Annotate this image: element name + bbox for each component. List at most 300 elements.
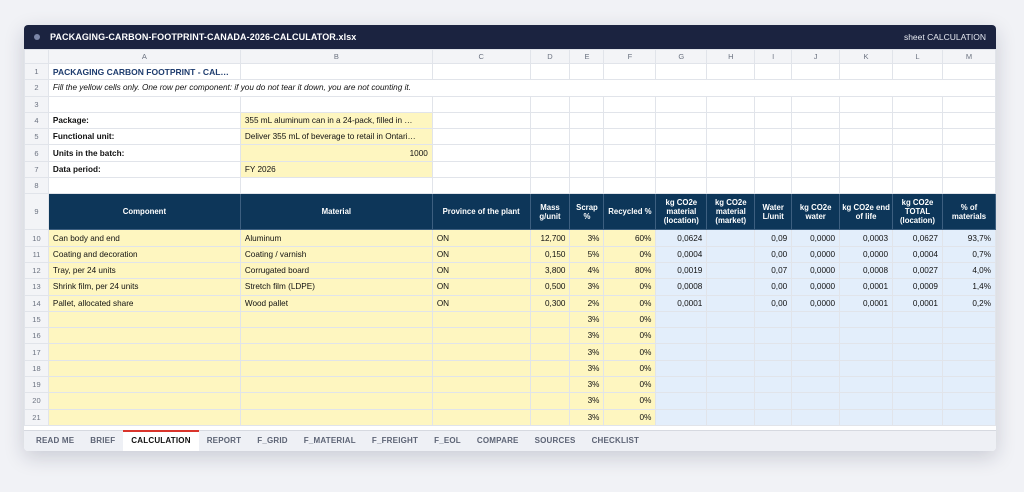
kg-material-location-cell[interactable]: [656, 328, 707, 344]
material-cell[interactable]: Coating / varnish: [240, 246, 432, 262]
kg-material-market-cell[interactable]: [707, 279, 755, 295]
material-cell[interactable]: [240, 328, 432, 344]
kg-total-cell[interactable]: [893, 344, 943, 360]
material-cell[interactable]: [240, 344, 432, 360]
province-cell[interactable]: [432, 311, 530, 327]
cell[interactable]: [570, 64, 604, 80]
kg-material-market-cell[interactable]: [707, 393, 755, 409]
kg-material-location-cell[interactable]: [656, 409, 707, 425]
kg-material-location-cell[interactable]: 0,0624: [656, 230, 707, 246]
cell[interactable]: [604, 64, 656, 80]
pct-materials-cell[interactable]: 0,2%: [942, 295, 995, 311]
scrap-cell[interactable]: 5%: [570, 246, 604, 262]
kg-water-cell[interactable]: 0,0000: [792, 230, 840, 246]
component-cell[interactable]: Coating and decoration: [48, 246, 240, 262]
cell[interactable]: [792, 112, 840, 128]
corner-cell[interactable]: [25, 50, 49, 64]
cell[interactable]: [942, 178, 995, 194]
component-cell[interactable]: [48, 344, 240, 360]
sheet-tab-sources[interactable]: SOURCES: [534, 436, 576, 445]
scrap-cell[interactable]: 3%: [570, 360, 604, 376]
water-cell[interactable]: [755, 393, 792, 409]
pct-materials-cell[interactable]: [942, 377, 995, 393]
column-header[interactable]: C: [432, 50, 530, 64]
header-province[interactable]: Province of the plant: [432, 194, 530, 230]
pct-materials-cell[interactable]: [942, 360, 995, 376]
material-cell[interactable]: Corrugated board: [240, 262, 432, 278]
water-cell[interactable]: [755, 311, 792, 327]
kg-total-cell[interactable]: [893, 328, 943, 344]
component-cell[interactable]: Can body and end: [48, 230, 240, 246]
province-cell[interactable]: ON: [432, 279, 530, 295]
column-header[interactable]: F: [604, 50, 656, 64]
data-period-label[interactable]: Data period:: [48, 161, 240, 177]
kg-eol-cell[interactable]: 0,0001: [840, 295, 893, 311]
cell[interactable]: [755, 64, 792, 80]
kg-material-market-cell[interactable]: [707, 246, 755, 262]
mass-cell[interactable]: [530, 377, 570, 393]
pct-materials-cell[interactable]: [942, 311, 995, 327]
kg-eol-cell[interactable]: 0,0008: [840, 262, 893, 278]
cell[interactable]: [604, 112, 656, 128]
row-number[interactable]: 7: [25, 161, 49, 177]
cell[interactable]: [48, 178, 240, 194]
row-number[interactable]: 9: [25, 194, 49, 230]
sheet-tab-f-eol[interactable]: F_EOL: [434, 436, 461, 445]
row-number[interactable]: 8: [25, 178, 49, 194]
sheet-tab-brief[interactable]: BRIEF: [90, 436, 116, 445]
water-cell[interactable]: 0,00: [755, 246, 792, 262]
column-header[interactable]: L: [893, 50, 943, 64]
component-cell[interactable]: Pallet, allocated share: [48, 295, 240, 311]
column-header[interactable]: E: [570, 50, 604, 64]
cell[interactable]: [570, 145, 604, 161]
package-input[interactable]: 355 mL aluminum can in a 24-pack, filled in …: [240, 112, 432, 128]
kg-material-location-cell[interactable]: [656, 344, 707, 360]
pct-materials-cell[interactable]: 4,0%: [942, 262, 995, 278]
mass-cell[interactable]: [530, 328, 570, 344]
pct-materials-cell[interactable]: 93,7%: [942, 230, 995, 246]
province-cell[interactable]: ON: [432, 230, 530, 246]
cell[interactable]: [942, 112, 995, 128]
scrap-cell[interactable]: 3%: [570, 409, 604, 425]
province-cell[interactable]: [432, 328, 530, 344]
cell[interactable]: [604, 161, 656, 177]
header-mass[interactable]: Mass g/unit: [530, 194, 570, 230]
kg-water-cell[interactable]: 0,0000: [792, 246, 840, 262]
kg-eol-cell[interactable]: [840, 360, 893, 376]
pct-materials-cell[interactable]: 0,7%: [942, 246, 995, 262]
units-in-batch-input[interactable]: 1000: [240, 145, 432, 161]
cell[interactable]: [755, 178, 792, 194]
pct-materials-cell[interactable]: [942, 409, 995, 425]
kg-total-cell[interactable]: 0,0627: [893, 230, 943, 246]
component-cell[interactable]: [48, 409, 240, 425]
kg-material-market-cell[interactable]: [707, 344, 755, 360]
recycled-cell[interactable]: 80%: [604, 262, 656, 278]
component-cell[interactable]: [48, 311, 240, 327]
sheet-tab-calculation[interactable]: CALCULATION: [123, 430, 198, 451]
column-header[interactable]: D: [530, 50, 570, 64]
row-number[interactable]: 1: [25, 64, 49, 80]
row-number[interactable]: 15: [25, 311, 49, 327]
row-number[interactable]: 6: [25, 145, 49, 161]
cell[interactable]: [755, 112, 792, 128]
material-cell[interactable]: [240, 311, 432, 327]
cell[interactable]: [656, 64, 707, 80]
cell[interactable]: [656, 129, 707, 145]
mass-cell[interactable]: [530, 344, 570, 360]
kg-material-market-cell[interactable]: [707, 409, 755, 425]
cell[interactable]: [792, 145, 840, 161]
cell[interactable]: [656, 161, 707, 177]
mass-cell[interactable]: [530, 409, 570, 425]
cell[interactable]: [530, 64, 570, 80]
province-cell[interactable]: ON: [432, 295, 530, 311]
cell[interactable]: [893, 161, 943, 177]
material-cell[interactable]: [240, 377, 432, 393]
row-number[interactable]: 4: [25, 112, 49, 128]
cell[interactable]: [755, 161, 792, 177]
scrap-cell[interactable]: 3%: [570, 279, 604, 295]
functional-unit-label[interactable]: Functional unit:: [48, 129, 240, 145]
kg-total-cell[interactable]: 0,0009: [893, 279, 943, 295]
cell[interactable]: [432, 112, 530, 128]
scrap-cell[interactable]: 3%: [570, 230, 604, 246]
cell[interactable]: [755, 96, 792, 112]
kg-material-location-cell[interactable]: [656, 360, 707, 376]
component-cell[interactable]: [48, 377, 240, 393]
column-header[interactable]: J: [792, 50, 840, 64]
kg-material-market-cell[interactable]: [707, 377, 755, 393]
cell[interactable]: [893, 96, 943, 112]
sheet-tab-compare[interactable]: COMPARE: [476, 436, 519, 445]
sheet-tab-report[interactable]: REPORT: [206, 436, 242, 445]
cell[interactable]: [432, 96, 530, 112]
header-component[interactable]: Component: [48, 194, 240, 230]
sheet-tab-f-material[interactable]: F_MATERIAL: [303, 436, 356, 445]
kg-material-market-cell[interactable]: [707, 328, 755, 344]
kg-material-location-cell[interactable]: [656, 377, 707, 393]
component-cell[interactable]: [48, 393, 240, 409]
cell[interactable]: [570, 112, 604, 128]
water-cell[interactable]: [755, 344, 792, 360]
cell[interactable]: [432, 64, 530, 80]
cell[interactable]: [240, 64, 432, 80]
cell[interactable]: [707, 161, 755, 177]
cell[interactable]: [570, 161, 604, 177]
cell[interactable]: [893, 64, 943, 80]
kg-material-location-cell[interactable]: [656, 393, 707, 409]
cell[interactable]: [604, 129, 656, 145]
kg-total-cell[interactable]: [893, 409, 943, 425]
pct-materials-cell[interactable]: [942, 393, 995, 409]
row-number[interactable]: 16: [25, 328, 49, 344]
cell[interactable]: [707, 96, 755, 112]
header-scrap[interactable]: Scrap %: [570, 194, 604, 230]
mass-cell[interactable]: 0,150: [530, 246, 570, 262]
material-cell[interactable]: [240, 409, 432, 425]
water-cell[interactable]: [755, 377, 792, 393]
scrap-cell[interactable]: 2%: [570, 295, 604, 311]
kg-total-cell[interactable]: 0,0001: [893, 295, 943, 311]
column-header[interactable]: H: [707, 50, 755, 64]
mass-cell[interactable]: 12,700: [530, 230, 570, 246]
recycled-cell[interactable]: 0%: [604, 246, 656, 262]
cell[interactable]: [656, 96, 707, 112]
header-kg-eol[interactable]: kg CO2e end of life: [840, 194, 893, 230]
province-cell[interactable]: ON: [432, 246, 530, 262]
cell[interactable]: [604, 178, 656, 194]
kg-water-cell[interactable]: [792, 328, 840, 344]
kg-eol-cell[interactable]: [840, 393, 893, 409]
mass-cell[interactable]: 3,800: [530, 262, 570, 278]
kg-material-market-cell[interactable]: [707, 311, 755, 327]
province-cell[interactable]: ON: [432, 262, 530, 278]
column-header[interactable]: B: [240, 50, 432, 64]
material-cell[interactable]: [240, 393, 432, 409]
pct-materials-cell[interactable]: [942, 328, 995, 344]
recycled-cell[interactable]: 0%: [604, 279, 656, 295]
province-cell[interactable]: [432, 393, 530, 409]
material-cell[interactable]: Stretch film (LDPE): [240, 279, 432, 295]
cell[interactable]: [893, 145, 943, 161]
sheet-tab-read-me[interactable]: READ ME: [36, 436, 75, 445]
kg-eol-cell[interactable]: 0,0000: [840, 246, 893, 262]
cell[interactable]: [942, 161, 995, 177]
cell[interactable]: [656, 112, 707, 128]
cell[interactable]: [707, 112, 755, 128]
cell[interactable]: [530, 96, 570, 112]
cell[interactable]: [530, 112, 570, 128]
cell[interactable]: [604, 96, 656, 112]
scrap-cell[interactable]: 3%: [570, 344, 604, 360]
cell[interactable]: [755, 129, 792, 145]
cell[interactable]: [48, 96, 240, 112]
water-cell[interactable]: 0,00: [755, 295, 792, 311]
row-number[interactable]: 10: [25, 230, 49, 246]
kg-water-cell[interactable]: [792, 377, 840, 393]
kg-material-location-cell[interactable]: [656, 311, 707, 327]
cell[interactable]: [432, 145, 530, 161]
cell[interactable]: [432, 129, 530, 145]
mass-cell[interactable]: [530, 311, 570, 327]
water-cell[interactable]: 0,07: [755, 262, 792, 278]
cell[interactable]: [707, 178, 755, 194]
kg-eol-cell[interactable]: 0,0003: [840, 230, 893, 246]
cell[interactable]: [240, 96, 432, 112]
scrap-cell[interactable]: 3%: [570, 328, 604, 344]
cell[interactable]: [707, 145, 755, 161]
cell[interactable]: [530, 145, 570, 161]
kg-material-location-cell[interactable]: 0,0008: [656, 279, 707, 295]
cell[interactable]: [792, 96, 840, 112]
header-pct-materials[interactable]: % of materials: [942, 194, 995, 230]
kg-material-location-cell[interactable]: 0,0004: [656, 246, 707, 262]
kg-eol-cell[interactable]: [840, 311, 893, 327]
cell[interactable]: [893, 178, 943, 194]
cell[interactable]: [656, 178, 707, 194]
sheet-tab-f-freight[interactable]: F_FREIGHT: [371, 436, 419, 445]
component-cell[interactable]: Shrink film, per 24 units: [48, 279, 240, 295]
kg-water-cell[interactable]: [792, 409, 840, 425]
sheet-tab-f-grid[interactable]: F_GRID: [257, 436, 288, 445]
kg-eol-cell[interactable]: [840, 409, 893, 425]
province-cell[interactable]: [432, 360, 530, 376]
data-period-input[interactable]: FY 2026: [240, 161, 432, 177]
province-cell[interactable]: [432, 377, 530, 393]
cell[interactable]: [570, 129, 604, 145]
row-number[interactable]: 18: [25, 360, 49, 376]
header-kg-material-location[interactable]: kg CO2e material (location): [656, 194, 707, 230]
cell[interactable]: [942, 145, 995, 161]
kg-material-market-cell[interactable]: [707, 262, 755, 278]
recycled-cell[interactable]: 0%: [604, 409, 656, 425]
kg-material-location-cell[interactable]: 0,0001: [656, 295, 707, 311]
recycled-cell[interactable]: 0%: [604, 393, 656, 409]
mass-cell[interactable]: 0,300: [530, 295, 570, 311]
kg-water-cell[interactable]: [792, 311, 840, 327]
cell[interactable]: [707, 64, 755, 80]
water-cell[interactable]: [755, 360, 792, 376]
kg-eol-cell[interactable]: [840, 377, 893, 393]
column-header[interactable]: K: [840, 50, 893, 64]
cell[interactable]: [755, 145, 792, 161]
recycled-cell[interactable]: 0%: [604, 311, 656, 327]
row-number[interactable]: 21: [25, 409, 49, 425]
material-cell[interactable]: Wood pallet: [240, 295, 432, 311]
kg-eol-cell[interactable]: [840, 328, 893, 344]
cell[interactable]: [570, 178, 604, 194]
cell[interactable]: [792, 161, 840, 177]
cell[interactable]: [432, 161, 530, 177]
sheet-tab-checklist[interactable]: CHECKLIST: [591, 436, 640, 445]
recycled-cell[interactable]: 0%: [604, 377, 656, 393]
cell[interactable]: [604, 145, 656, 161]
kg-water-cell[interactable]: [792, 393, 840, 409]
water-cell[interactable]: 0,00: [755, 279, 792, 295]
cell[interactable]: [530, 161, 570, 177]
column-header[interactable]: M: [942, 50, 995, 64]
cell[interactable]: [792, 129, 840, 145]
header-kg-water[interactable]: kg CO2e water: [792, 194, 840, 230]
kg-total-cell[interactable]: 0,0027: [893, 262, 943, 278]
kg-material-market-cell[interactable]: [707, 230, 755, 246]
kg-water-cell[interactable]: 0,0000: [792, 295, 840, 311]
component-cell[interactable]: [48, 360, 240, 376]
water-cell[interactable]: [755, 328, 792, 344]
cell[interactable]: [707, 129, 755, 145]
kg-total-cell[interactable]: [893, 360, 943, 376]
cell[interactable]: [530, 178, 570, 194]
row-number[interactable]: 12: [25, 262, 49, 278]
material-cell[interactable]: [240, 360, 432, 376]
header-water[interactable]: Water L/unit: [755, 194, 792, 230]
header-material[interactable]: Material: [240, 194, 432, 230]
cell[interactable]: [792, 64, 840, 80]
recycled-cell[interactable]: 0%: [604, 360, 656, 376]
package-label[interactable]: Package:: [48, 112, 240, 128]
cell[interactable]: [792, 178, 840, 194]
column-header[interactable]: I: [755, 50, 792, 64]
kg-total-cell[interactable]: [893, 377, 943, 393]
row-number[interactable]: 13: [25, 279, 49, 295]
header-kg-material-market[interactable]: kg CO2e material (market): [707, 194, 755, 230]
cell[interactable]: [656, 145, 707, 161]
cell[interactable]: [840, 64, 893, 80]
cell[interactable]: [240, 178, 432, 194]
cell[interactable]: [840, 161, 893, 177]
recycled-cell[interactable]: 60%: [604, 230, 656, 246]
header-recycled[interactable]: Recycled %: [604, 194, 656, 230]
cell[interactable]: [840, 96, 893, 112]
mass-cell[interactable]: 0,500: [530, 279, 570, 295]
row-number[interactable]: 19: [25, 377, 49, 393]
row-number[interactable]: 17: [25, 344, 49, 360]
kg-material-location-cell[interactable]: 0,0019: [656, 262, 707, 278]
kg-water-cell[interactable]: 0,0000: [792, 262, 840, 278]
header-kg-total[interactable]: kg CO2e TOTAL (location): [893, 194, 943, 230]
units-in-batch-label[interactable]: Units in the batch:: [48, 145, 240, 161]
cell[interactable]: [432, 178, 530, 194]
scrap-cell[interactable]: 4%: [570, 262, 604, 278]
scrap-cell[interactable]: 3%: [570, 377, 604, 393]
row-number[interactable]: 2: [25, 80, 49, 96]
cell[interactable]: [893, 129, 943, 145]
material-cell[interactable]: Aluminum: [240, 230, 432, 246]
recycled-cell[interactable]: 0%: [604, 328, 656, 344]
scrap-cell[interactable]: 3%: [570, 311, 604, 327]
instruction-note-cell[interactable]: Fill the yellow cells only. One row per component: if you do not tear it down, you are not counting it.: [48, 80, 995, 96]
kg-water-cell[interactable]: [792, 344, 840, 360]
cell[interactable]: [570, 96, 604, 112]
sheet-title-cell[interactable]: PACKAGING CARBON FOOTPRINT - CAL…: [48, 64, 240, 80]
kg-total-cell[interactable]: [893, 311, 943, 327]
row-number[interactable]: 20: [25, 393, 49, 409]
mass-cell[interactable]: [530, 393, 570, 409]
cell[interactable]: [942, 129, 995, 145]
component-cell[interactable]: [48, 328, 240, 344]
province-cell[interactable]: [432, 344, 530, 360]
kg-total-cell[interactable]: [893, 393, 943, 409]
component-cell[interactable]: Tray, per 24 units: [48, 262, 240, 278]
scrap-cell[interactable]: 3%: [570, 393, 604, 409]
cell[interactable]: [840, 129, 893, 145]
kg-total-cell[interactable]: 0,0004: [893, 246, 943, 262]
functional-unit-input[interactable]: Deliver 355 mL of beverage to retail in Ontari…: [240, 129, 432, 145]
cell[interactable]: [942, 96, 995, 112]
row-number[interactable]: 3: [25, 96, 49, 112]
kg-water-cell[interactable]: 0,0000: [792, 279, 840, 295]
water-cell[interactable]: 0,09: [755, 230, 792, 246]
kg-eol-cell[interactable]: [840, 344, 893, 360]
kg-water-cell[interactable]: [792, 360, 840, 376]
cell[interactable]: [530, 129, 570, 145]
row-number[interactable]: 5: [25, 129, 49, 145]
row-number[interactable]: 11: [25, 246, 49, 262]
water-cell[interactable]: [755, 409, 792, 425]
row-number[interactable]: 14: [25, 295, 49, 311]
recycled-cell[interactable]: 0%: [604, 344, 656, 360]
kg-eol-cell[interactable]: 0,0001: [840, 279, 893, 295]
cell[interactable]: [942, 64, 995, 80]
cell[interactable]: [893, 112, 943, 128]
kg-material-market-cell[interactable]: [707, 360, 755, 376]
mass-cell[interactable]: [530, 360, 570, 376]
pct-materials-cell[interactable]: [942, 344, 995, 360]
cell[interactable]: [840, 112, 893, 128]
cell[interactable]: [840, 178, 893, 194]
